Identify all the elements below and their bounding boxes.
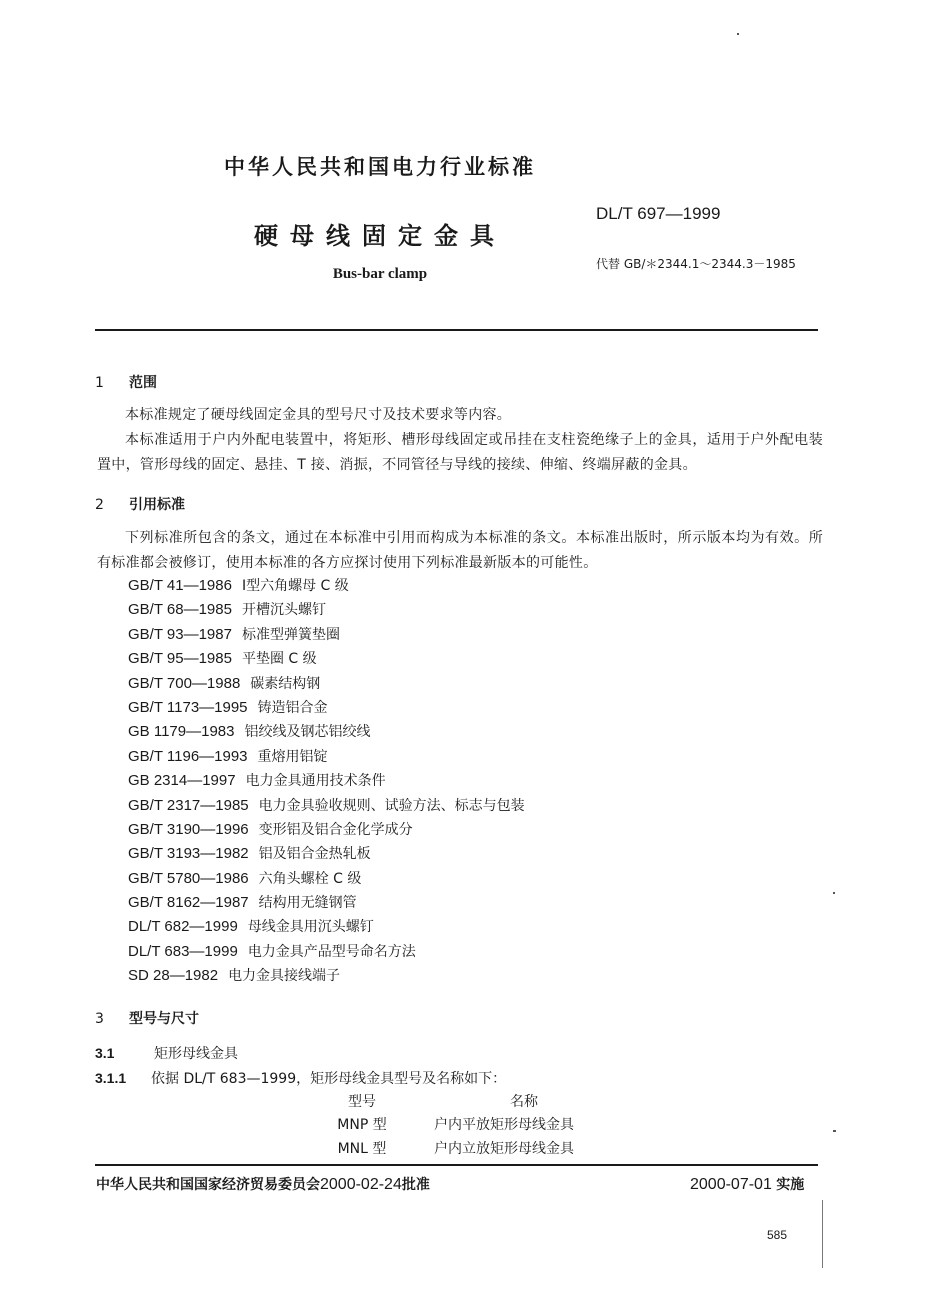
reference-code: GB/T 95—1985 [128, 650, 232, 668]
industry-standard-title: 中华人民共和国电力行业标准 [224, 155, 536, 179]
subsection-3-1 [95, 1043, 238, 1063]
section-1-paragraph-2: 本标准适用于户内外配电装置中，将矩形、槽形母线固定或吊挂在支柱瓷绝缘子上的金具，适用于户外配电装置中，管形母线的固定、悬挂、T 接、消振，不同管径与导线的接续、伸缩、终端屏蔽的金具。 [97, 432, 823, 473]
section-2-heading [95, 494, 185, 514]
reference-code: GB/T 2317—1985 [128, 796, 249, 814]
replaces-note: 代替 GB/＊2344.1～2344.3－1985 [596, 257, 796, 271]
reference-name: 电力金具产品型号命名方法 [247, 943, 416, 960]
column-header-model: 型号 [348, 1094, 376, 1110]
column-header-name: 名称 [510, 1094, 538, 1110]
reference-name: 碳素结构钢 [250, 675, 321, 692]
standard-code: DL/T 697—1999 [596, 204, 721, 223]
reference-name: Ⅰ型六角螺母 C 级 [241, 578, 349, 594]
section-3-heading [95, 1008, 199, 1028]
model-cell: MNL 型 [337, 1141, 387, 1157]
reference-item [128, 818, 525, 842]
header-divider [95, 329, 818, 331]
reference-name: 平垫圈 C 级 [241, 651, 317, 668]
section-title: 型号与尺寸 [129, 1011, 199, 1027]
reference-item [128, 964, 525, 988]
page-number: 585 [767, 1228, 788, 1242]
reference-code: GB/T 3193—1982 [128, 845, 249, 863]
reference-item [128, 574, 525, 598]
document-title-en: Bus-bar clamp [332, 266, 428, 282]
reference-name: 电力金具通用技术条件 [245, 773, 386, 790]
implementation-label: 实施 [776, 1177, 805, 1193]
reference-item [128, 940, 525, 964]
subsection-number: 3.1 [95, 1045, 115, 1061]
subsection-3-1-1 [95, 1068, 506, 1088]
reference-name: 铝绞线及钢芯铝绞线 [244, 724, 371, 741]
reference-name: 铸造铝合金 [257, 699, 328, 716]
section-number: 3 [95, 1011, 104, 1027]
implementation-line [690, 1174, 804, 1194]
reference-code: DL/T 682—1999 [128, 918, 238, 936]
section-1-paragraph-1: 本标准规定了硬母线固定金具的型号尺寸及技术要求等内容。 [125, 407, 512, 423]
name-cell: 户内立放矩形母线金具 [434, 1141, 574, 1157]
reference-code: GB/T 41—1986 [128, 577, 232, 594]
document-title-cn: 硬母线固定金具 [254, 222, 506, 250]
section-number: 2 [95, 497, 104, 513]
section-title: 范围 [129, 375, 157, 391]
reference-name: 开槽沉头螺钉 [241, 602, 326, 619]
reference-list [128, 574, 525, 989]
section-title: 引用标准 [129, 497, 185, 513]
reference-name: 电力金具验收规则、试验方法、标志与包装 [258, 797, 525, 814]
table-row [300, 1112, 624, 1136]
reference-code: GB/T 8162—1987 [128, 894, 249, 912]
reference-code: SD 28—1982 [128, 967, 219, 985]
issue-date: 2000-02-24 [320, 1176, 402, 1193]
reference-item [128, 769, 525, 793]
reference-item [128, 915, 525, 939]
table-header-row [300, 1090, 624, 1112]
implementation-date: 2000-07-01 [690, 1176, 772, 1193]
reference-item [128, 794, 525, 818]
reference-item [128, 891, 525, 915]
reference-name: 变形铝及铝合金化学成分 [258, 821, 413, 838]
reference-item [128, 696, 525, 720]
reference-name: 电力金具接线端子 [228, 968, 341, 985]
reference-name: 六角头螺栓 C 级 [258, 870, 362, 887]
reference-code: GB/T 1173—1995 [128, 698, 248, 716]
approval-line [96, 1174, 430, 1194]
section-2-paragraph-1: 下列标准所包含的条文，通过在本标准中引用而构成为本标准的条文。本标准出版时，所示版本均为有效。所有标准都会被修订，使用本标准的各方应探讨使用下列标准最新版本的可能性。 [97, 530, 823, 571]
reference-item [128, 598, 525, 622]
reference-item [128, 867, 525, 891]
reference-code: GB/T 68—1985 [128, 601, 232, 619]
reference-code: GB/T 93—1987 [128, 625, 232, 643]
reference-item [128, 672, 525, 696]
reference-item [128, 647, 525, 671]
reference-item [128, 623, 525, 647]
reference-name: 重熔用铝锭 [257, 748, 328, 765]
reference-name: 母线金具用沉头螺钉 [247, 919, 374, 936]
scan-speck [833, 1130, 836, 1132]
scan-speck [737, 33, 739, 35]
name-cell: 户内平放矩形母线金具 [434, 1117, 574, 1133]
section-1-heading [95, 372, 157, 392]
footer-divider [95, 1164, 818, 1166]
model-name-table [300, 1090, 624, 1160]
table-row [300, 1136, 624, 1160]
reference-item [128, 745, 525, 769]
subsection-number: 3.1.1 [95, 1070, 127, 1086]
reference-code: DL/T 683—1999 [128, 942, 238, 960]
reference-code: GB 1179—1983 [128, 723, 235, 741]
issuer: 中华人民共和国国家经济贸易委员会 [96, 1177, 320, 1193]
reference-code: GB/T 5780—1986 [128, 869, 249, 887]
scan-speck [833, 892, 835, 894]
reference-name: 结构用无缝钢管 [258, 895, 357, 912]
scan-edge-line [822, 1200, 823, 1268]
issue-label: 批准 [401, 1177, 430, 1193]
subsection-text: 依据 DL/T 683—1999，矩形母线金具型号及名称如下： [151, 1071, 507, 1087]
subsection-title: 矩形母线金具 [154, 1046, 238, 1062]
reference-code: GB/T 3190—1996 [128, 820, 249, 838]
reference-name: 标准型弹簧垫圈 [241, 626, 340, 643]
model-cell: MNP 型 [337, 1117, 387, 1133]
reference-code: GB/T 700—1988 [128, 674, 241, 692]
section-number: 1 [95, 375, 104, 391]
reference-item [128, 720, 525, 744]
reference-name: 铝及铝合金热轧板 [258, 846, 371, 863]
reference-item [128, 842, 525, 866]
reference-code: GB 2314—1997 [128, 772, 236, 790]
reference-code: GB/T 1196—1993 [128, 747, 248, 765]
